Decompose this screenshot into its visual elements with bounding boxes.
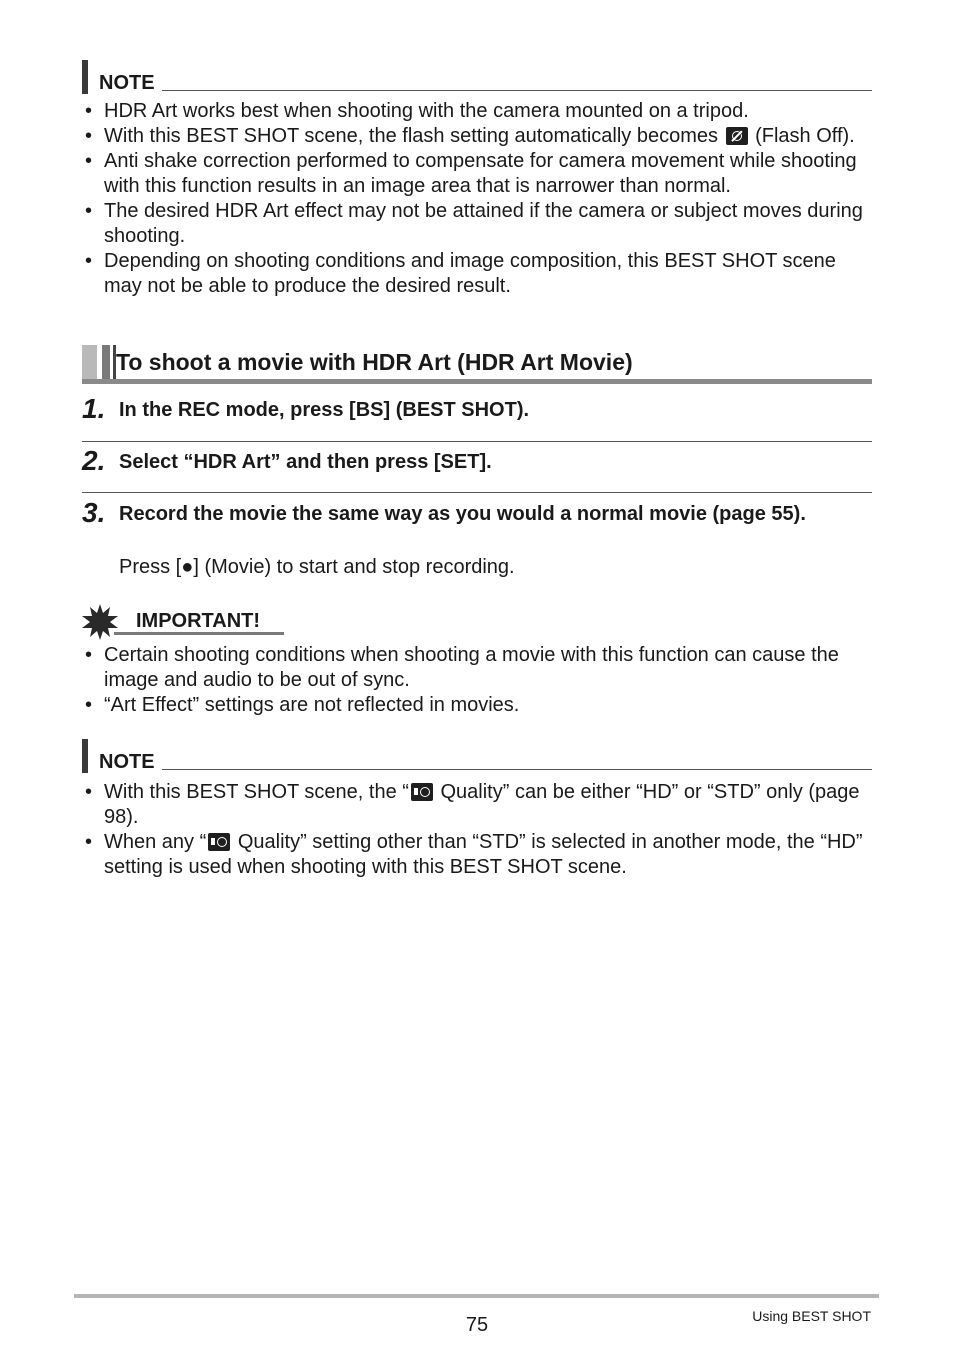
- page-number: 75: [465, 1314, 489, 1336]
- note-label: NOTE: [99, 72, 155, 94]
- list-item: • Certain shooting conditions when shooting a movie with this function can cause the image and audio to be out of sync.: [85, 644, 839, 691]
- burst-icon: [82, 604, 118, 640]
- list-item: • Depending on shooting conditions and image composition, this BEST SHOT scene may not be able to produce the desired result.: [85, 250, 836, 297]
- section-title: To shoot a movie with HDR Art (HDR Art Movie): [116, 349, 633, 375]
- step-detail: Press [●] (Movie) to start and stop recording.: [119, 556, 515, 578]
- step-divider: [82, 441, 872, 442]
- record-dot-icon: ●: [181, 556, 194, 578]
- footer-section-name: Using BEST SHOT: [752, 1308, 871, 1324]
- list-item: • Anti shake correction performed to compensate for camera movement while shooting with this function results in an image area that is narrower than normal.: [85, 150, 857, 197]
- note-rule: [162, 90, 872, 91]
- section-heading: [82, 345, 872, 385]
- step-text: In the REC mode, press [BS] (BEST SHOT).: [119, 399, 530, 421]
- step-number: 3.: [82, 497, 106, 528]
- important-heading: [82, 604, 292, 638]
- footer-rule: [74, 1294, 879, 1298]
- step-text: Record the movie the same way as you would a normal movie (page 55).: [119, 503, 806, 525]
- note-label: NOTE: [99, 751, 155, 773]
- note-list: [84, 99, 874, 299]
- important-list: [84, 643, 874, 718]
- movie-quality-icon: [208, 833, 230, 851]
- list-item: • The desired HDR Art effect may not be attained if the camera or subject moves during shooting.: [85, 200, 863, 247]
- note-heading: [82, 739, 872, 773]
- note-list: [84, 780, 874, 880]
- step-text: Select “HDR Art” and then press [SET].: [119, 451, 492, 473]
- list-item: • HDR Art works best when shooting with the camera mounted on a tripod.: [85, 100, 749, 122]
- list-item: • When any “ Quality” setting other than “STD” is selected in another mode, the “HD” setting is used when shooting with this BEST SHOT scene.: [85, 831, 863, 878]
- step-number: 1.: [82, 393, 106, 424]
- note-bar: [82, 60, 88, 94]
- list-item: • With this BEST SHOT scene, the flash setting automatically becomes (Flash Off).: [85, 125, 855, 147]
- step-number: 2.: [82, 445, 106, 476]
- movie-quality-icon: [411, 783, 433, 801]
- note-heading: [82, 60, 872, 94]
- note-rule: [162, 769, 872, 770]
- step-divider: [82, 492, 872, 493]
- flash-off-icon: [726, 127, 748, 145]
- list-item: • With this BEST SHOT scene, the “ Quality” can be either “HD” or “STD” only (page 98).: [85, 781, 860, 828]
- list-item: • “Art Effect” settings are not reflected in movies.: [85, 694, 520, 716]
- note-bar: [82, 739, 88, 773]
- important-label: IMPORTANT!: [136, 610, 261, 632]
